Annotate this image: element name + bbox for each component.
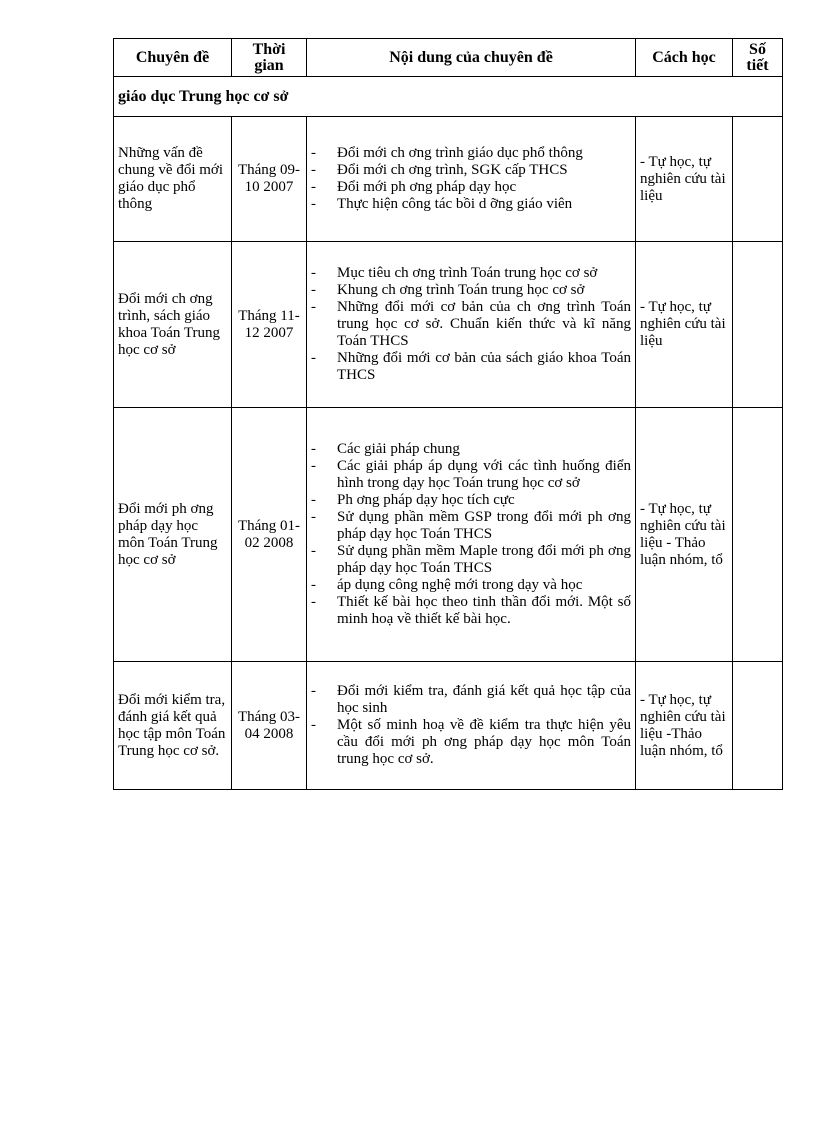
method-cell: - Tự học, tự nghiên cứu tài liệu -Thảo luận nhóm, tổ [636, 662, 733, 790]
periods-cell [733, 117, 783, 242]
content-item: - Mục tiêu ch ơng trình Toán trung học cơ sở [311, 265, 631, 282]
periods-cell [733, 408, 783, 662]
content-cell [307, 117, 636, 242]
content-item: - Sử dụng phần mềm Maple trong đổi mới ph ơng pháp dạy học Toán THCS [311, 543, 631, 577]
table-row [114, 662, 783, 790]
table-row [114, 117, 783, 242]
method-cell: - Tự học, tự nghiên cứu tài liệu [636, 242, 733, 408]
content-cell [307, 242, 636, 408]
table-row [114, 242, 783, 408]
header-topic: Chuyên đề [114, 39, 232, 77]
content-item: - Thực hiện công tác bồi d ỡng giáo viên [311, 196, 631, 213]
time-cell: Tháng 11-12 2007 [232, 242, 307, 408]
time-cell: Tháng 03- 04 2008 [232, 662, 307, 790]
content-item: - Đổi mới ph ơng pháp dạy học [311, 179, 631, 196]
content-item: - Khung ch ơng trình Toán trung học cơ sở [311, 282, 631, 299]
content-item: - Các giải pháp áp dụng với các tình huống điển hình trong dạy học Toán trung học cơ sở [311, 458, 631, 492]
time-cell: Tháng 01- 02 2008 [232, 408, 307, 662]
content-cell [307, 408, 636, 662]
header-method: Cách học [636, 39, 733, 77]
content-item: - Ph ơng pháp dạy học tích cực [311, 492, 631, 509]
study-plan-table [113, 38, 783, 790]
topic-cell: Đổi mới kiểm tra, đánh giá kết quả học tập môn Toán Trung học cơ sở. [114, 662, 232, 790]
content-item: - Đổi mới ch ơng trình giáo dục phổ thông [311, 145, 631, 162]
content-item: - Đổi mới ch ơng trình, SGK cấp THCS [311, 162, 631, 179]
topic-cell: Đổi mới ch ơng trình, sách giáo khoa Toán Trung học cơ sở [114, 242, 232, 408]
content-item: - Đổi mới kiểm tra, đánh giá kết quả học tập của học sinh [311, 683, 631, 717]
content-item: - Các giải pháp chung [311, 441, 631, 458]
header-content: Nội dung của chuyên đề [307, 39, 636, 77]
method-cell: - Tự học, tự nghiên cứu tài liệu [636, 117, 733, 242]
header-row [114, 39, 783, 77]
header-time: Thời gian [232, 39, 307, 77]
content-cell [307, 662, 636, 790]
header-periods: Số tiết [733, 39, 783, 77]
section-row [114, 77, 783, 117]
content-item: - áp dụng công nghệ mới trong dạy và học [311, 577, 631, 594]
content-item: - Những đổi mới cơ bản của sách giáo khoa Toán THCS [311, 350, 631, 384]
topic-cell: Đổi mới ph ơng pháp dạy học môn Toán Trung học cơ sở [114, 408, 232, 662]
content-item: - Sử dụng phần mềm GSP trong đổi mới ph ơng pháp dạy học Toán THCS [311, 509, 631, 543]
periods-cell [733, 662, 783, 790]
table-row [114, 408, 783, 662]
content-item: - Một số minh hoạ về đề kiểm tra thực hiện yêu cầu đổi mới ph ơng pháp dạy học môn Toán trung học cơ sở. [311, 717, 631, 768]
content-item: - Những đổi mới cơ bản của ch ơng trình Toán trung học cơ sở. Chuẩn kiến thức và kĩ năng Toán THCS [311, 299, 631, 350]
method-cell: - Tự học, tự nghiên cứu tài liệu - Thảo luận nhóm, tổ [636, 408, 733, 662]
content-item: - Thiết kế bài học theo tinh thần đổi mới. Một số minh hoạ về thiết kế bài học. [311, 594, 631, 628]
time-cell: Tháng 09-10 2007 [232, 117, 307, 242]
periods-cell [733, 242, 783, 408]
topic-cell: Những vấn đề chung về đổi mới giáo dục phổ thông [114, 117, 232, 242]
section-title: giáo dục Trung học cơ sở [114, 77, 783, 117]
